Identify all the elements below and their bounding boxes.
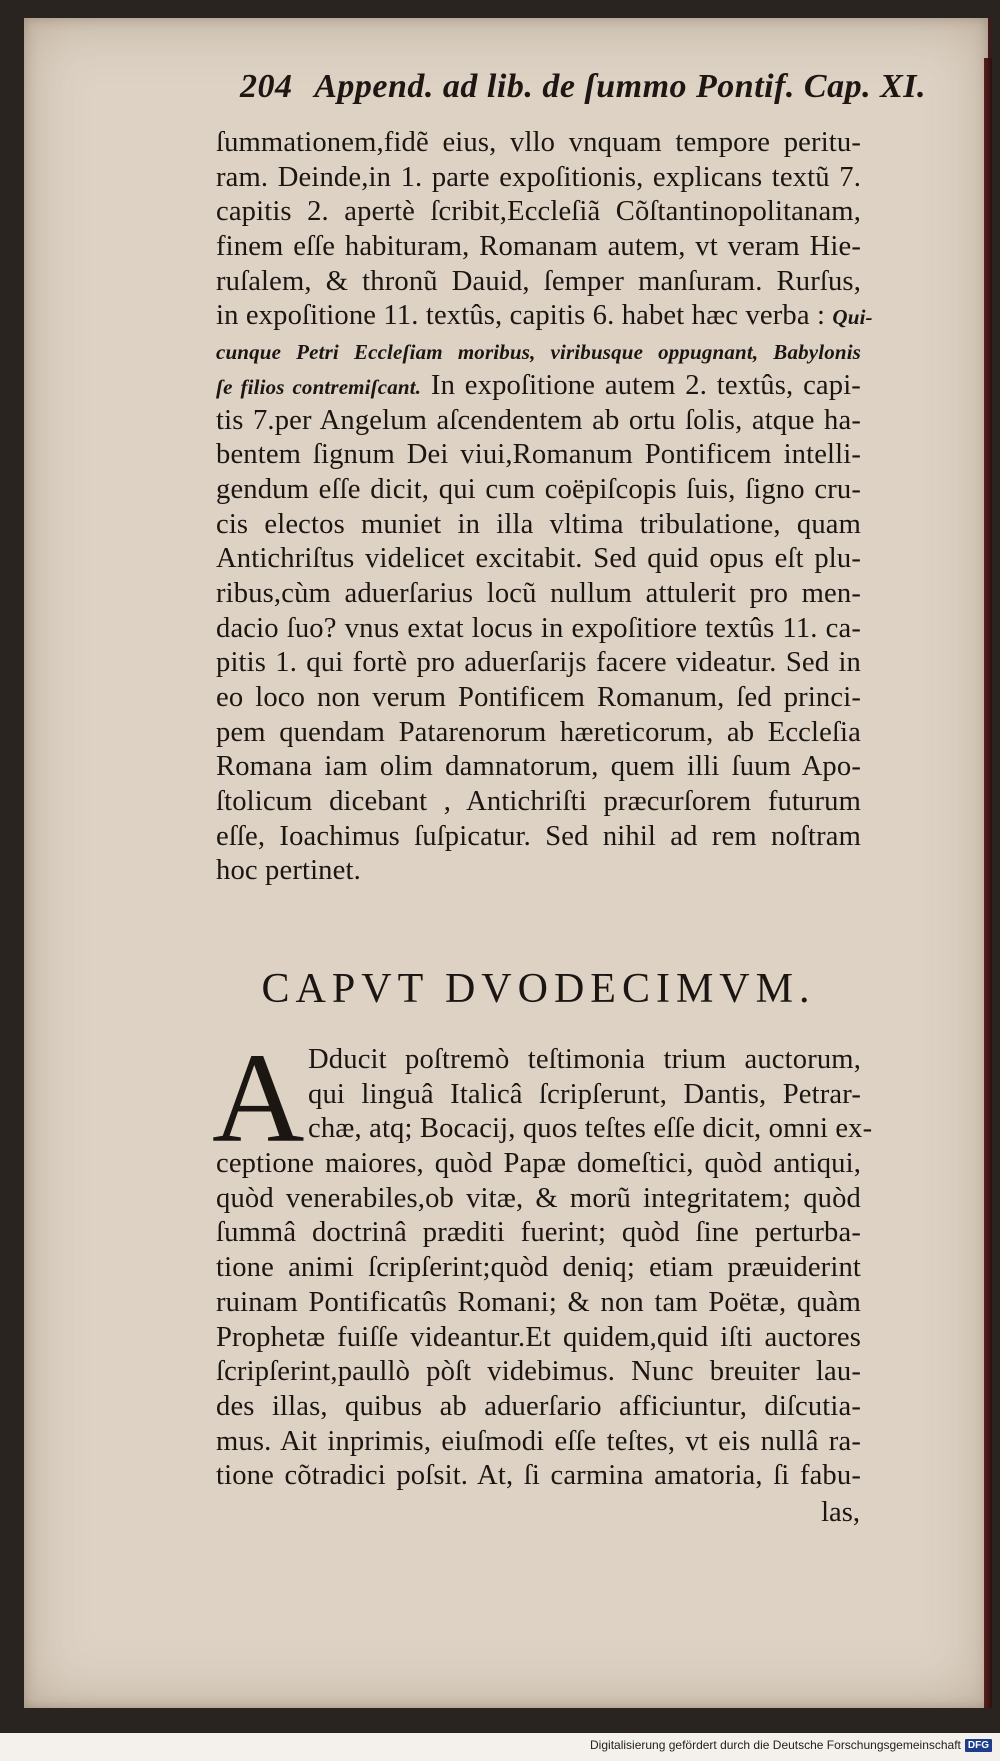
quote-segment: ſe filios contremiſcant. <box>216 374 422 399</box>
page-edge <box>984 58 992 1708</box>
text-line: Romana iam olim damnatorum, quem illi ſuum Apo- <box>216 751 861 783</box>
running-head-title: Append. ad lib. de ſummo Pontif. Cap. XI. <box>314 68 927 105</box>
text-line: des illas, quibus ab aduerſario afficiuntur, diſcutia- <box>216 1390 861 1422</box>
text-line: quòd venerabiles,ob vitæ, & morũ integritatem; quòd <box>216 1182 861 1214</box>
text-line: cis electos muniet in illa vltima tribulatione, quam <box>216 508 861 540</box>
text-line: ruinam Pontificatûs Romani; & non tam Poëtæ, quàm <box>216 1286 861 1318</box>
text-line: ruſalem, & thronũ Dauid, ſemper manſuram. Rurſus, <box>216 265 861 297</box>
text-segment: in expoſitione 11. textûs, capitis 6. habet hæc verba : <box>216 300 826 332</box>
text-line: ſummationem,fidẽ eius, vllo vnquam tempore peritu- <box>216 127 861 158</box>
text-line: gendum eſſe dicit, qui cum coëpiſcopis ſuis, ſigno cru- <box>216 473 861 505</box>
text-line: ribus,cùm aduerſarius locũ nullum attulerit pro men- <box>216 577 861 609</box>
quote-segment: cunque Petri Eccleſiam moribus, viribusque oppugnant, Babylonis <box>216 340 861 365</box>
running-head <box>240 68 927 122</box>
text-line: Antichriſtus videlicet excitabit. Sed quid opus eſt plu- <box>216 543 861 575</box>
text-line: tione animi ſcripſerint;quòd deniq; etiam præuiderint <box>216 1252 861 1284</box>
quote-segment: Qui- <box>832 305 873 330</box>
text-line: capitis 2. apertè ſcribit,Eccleſiã Cõſtantinopolitanam, <box>216 196 861 228</box>
text-line: dacio ſuo? vnus extat locus in expoſitiore textûs 11. ca- <box>216 612 861 644</box>
text-line: ſcripſerint,paullò pòſt videbimus. Nunc breuiter lau- <box>216 1356 861 1388</box>
quote-line <box>216 334 861 369</box>
text-line: ram. Deinde,in 1. parte expoſitionis, explicans textũ 7. <box>216 161 861 193</box>
text-line: pitis 1. qui fortè pro aduerſarijs facere videatur. Sed in <box>216 647 861 679</box>
text-line: mus. Ait inprimis, eiuſmodi eſſe teſtes, vt eis nullâ ra- <box>216 1425 861 1457</box>
text-line: Dducit poſtremò teſtimonia trium auctorum, <box>308 1044 861 1075</box>
drop-cap: A <box>212 1027 305 1169</box>
page-number: 204 <box>240 68 293 105</box>
text-line: eſſe, Ioachimus ſuſpicatur. Sed nihil ad rem noſtram <box>216 820 861 852</box>
text-line: tione cõtradici poſsit. At, ſi carmina amatoria, ſi fabu- <box>216 1460 861 1492</box>
text-line: chæ, atq; Bocacij, quos teſtes eſſe dicit, omni ex- <box>308 1113 873 1145</box>
digitization-credit <box>590 1735 992 1755</box>
catchword: las, <box>821 1497 860 1528</box>
text-segment: In expoſitione autem 2. textûs, capi- <box>430 369 861 401</box>
text-line: finem eſſe habituram, Romanam autem, vt veram Hie- <box>216 231 861 263</box>
text-line: ſummâ doctrinâ præditi fuerint; quòd ſine perturba- <box>216 1217 861 1249</box>
text-line-with-quote <box>216 369 861 404</box>
text-line-with-quote <box>216 299 873 334</box>
text-line: bentem ſignum Dei viui,Romanum Pontificem intelli- <box>216 439 861 471</box>
chapter-text <box>216 1043 873 1494</box>
dfg-logo: DFG <box>965 1739 992 1752</box>
text-line: eo loco non verum Pontificem Romanum, ſed princi- <box>216 682 861 713</box>
text-line: ſtolicum dicebant , Antichriſti præcurſorem futurum <box>216 786 861 818</box>
text-line: qui linguâ Italicâ ſcripſerunt, Dantis, Petrar- <box>308 1078 861 1110</box>
text-line: pem quendam Patarenorum hæreticorum, ab Eccleſia <box>216 716 861 748</box>
text-line: tis 7.per Angelum aſcendentem ab ortu ſolis, atque ha- <box>216 404 861 436</box>
text-line: ceptione maiores, quòd Papæ domeſtici, quòd antiqui, <box>216 1148 861 1180</box>
chapter-title: CAPVT DVODECIMVM. <box>261 966 816 1012</box>
text-line: hoc pertinet. <box>216 855 361 887</box>
main-text <box>216 126 873 889</box>
text-line: Prophetæ fuiſſe videantur.Et quidem,quid iſti auctores <box>216 1321 861 1353</box>
credit-text: Digitalisierung gefördert durch die Deutsche Forschungsgemeinschaft <box>590 1738 961 1752</box>
